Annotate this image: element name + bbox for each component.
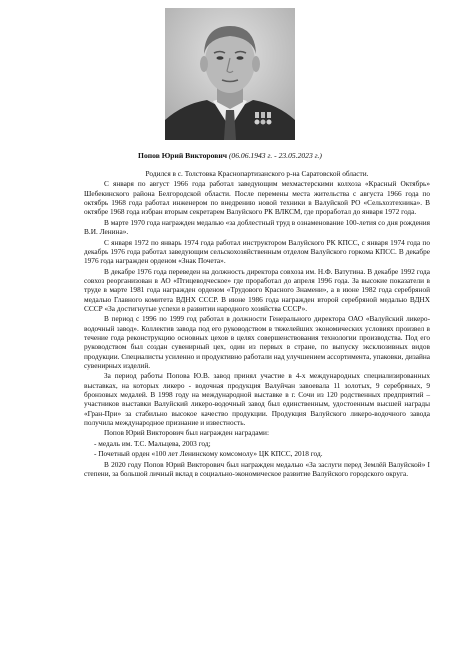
paragraph-birth: Родился в с. Толстовка Краснопартизанского р-на Саратовской области. [145, 169, 369, 178]
paragraph-p7: Попов Юрий Викторович был награжден наградами: [104, 428, 269, 438]
portrait-photo [165, 8, 295, 140]
paragraph-p2: В марте 1970 года награжден медалью «за доблестный труд в ознаменование 100-летия со дня рождения В.И. Ленина». [84, 217, 430, 237]
paragraph-a1: - медаль им. Т.С. Мальцева, 2003 год; [94, 438, 211, 448]
person-dates: (06.06.1943 г. - 23.05.2023 г.) [228, 151, 322, 160]
paragraph-p8: В 2020 году Попов Юрий Викторович был награжден медалью «За заслуги перед Землёй Валуйской» I степени, за большой личный вклад в социально-экономическое развитие Валуйского городского округа. [84, 459, 430, 479]
person-heading [0, 151, 460, 161]
paragraph-p6: За период работы Попова Ю.В. завод принял участие в 4-х международных специализированных выставках, на которых ликеро - водочная продукция Валуйчан завоевала 11 золотых, 9 серебряных, 9 бронзовых медалей. В 1998 году на международной выставке в г. Сочи из 120 родственных предприятий – участников выставки Валуйский ликеро-водочный завод был единственным, удостоенным высшей награды «Гран-При» за стабильно высокое качество продукции. Продукция Валуйского ликеро-водочного завода получила международное признание и известность. [84, 371, 430, 427]
paragraph-p5: В период с 1996 по 1999 год работал в должности Генерального директора ОАО «Валуйский ликеро-водочный завод». Коллектив завода под его руководством в тяжелейших экономических условиях произвел в течение года реконструкцию основных цехов в целях совершенствования технологии производства. Под его руководством был создан сувенирный цех, один из первых в стране, по выпуску эксклюзивных видов продукции. Специалисты усиленно и продуктивно работали над улучшением ассортимента, упаковки, дизайна сувенирных изделий. [84, 314, 430, 370]
paragraph-p4: В декабре 1976 года переведен на должность директора совхоза им. Н.Ф. Ватутина. В декабре 1992 года совхоз реорганизован в АО «Птицеводческое» где проработал до апреля 1996 года. За высокие показатели в труде в марте 1981 года награжден орденом «Трудового Красного Знамени», а в июне 1982 года серебряной медалью Главного комитета ВДНХ СССР. В июне 1986 года награжден второй серебряной медалью ВДНХ СССР «За достигнутые успехи в развитии народного хозяйства СССР». [84, 266, 430, 313]
paragraph-p1: С января по август 1966 года работал заведующим мехмастерскими колхоза «Красный Октябрь» Шебекинского района Белгородской области. После перемены места жительства с августа 1966 года по октябрь 1968 года работал инженером по внедрению новой техники в Валуйской РО «Сельхозтехника». В октябре 1968 года избран вторым секретарем Валуйского РК ВЛКСМ, где проработал до января 1972 года. [84, 179, 430, 217]
paragraph-p3: С января 1972 по январь 1974 года работал инструктором Валуйского РК КПСС, с января 1974 года по декабрь 1976 года работал заведующим сельскохозяйственным отделом Валуйского горкома КПСС. В декабре 1976 года награжден орденом «Знак Почета». [84, 237, 430, 266]
person-name: Попов Юрий Викторович [138, 151, 227, 160]
paragraph-a2: - Почетный орден «100 лет Ленинскому комсомолу» ЦК КПСС, 2018 год. [94, 449, 323, 459]
biography-text [84, 169, 430, 480]
